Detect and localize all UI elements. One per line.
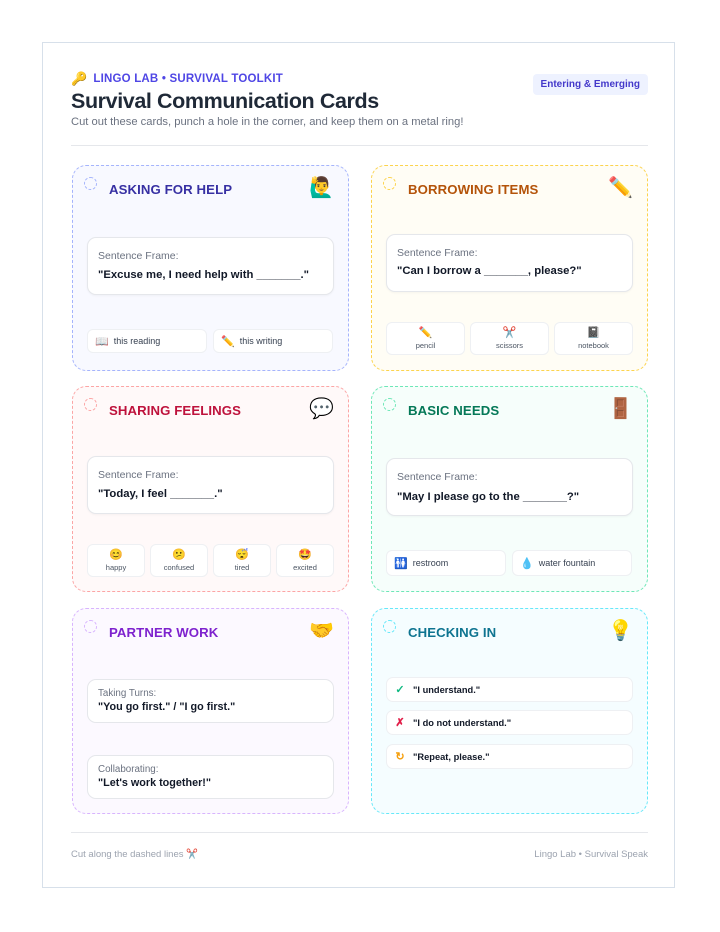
chip-label: confused: [163, 563, 195, 572]
scissors-icon: ✂️: [502, 327, 517, 339]
key-icon: 🔑: [71, 71, 88, 86]
card-checking-in: [371, 608, 648, 814]
brand-label: LINGO LAB • SURVIVAL TOOLKIT: [93, 73, 283, 85]
chip-notebook: [554, 322, 633, 355]
chip-water-fountain: [512, 550, 632, 576]
check-mark-icon: ✓: [395, 684, 405, 696]
door-icon: 🚪: [608, 398, 633, 420]
chip-label: this writing: [239, 336, 283, 346]
card-title: PARTNER WORK: [109, 625, 219, 640]
card-title: BASIC NEEDS: [408, 403, 500, 418]
sentence-frame: [386, 234, 633, 292]
star-struck-face-icon: 🤩: [298, 549, 312, 561]
punch-hole: [383, 398, 396, 411]
chip-label: pencil: [415, 341, 436, 350]
chip-label: scissors: [495, 341, 524, 350]
speech-bubble-icon: 💬: [309, 398, 334, 420]
card-title: CHECKING IN: [408, 625, 497, 640]
repeat-icon: ↻: [395, 751, 405, 763]
frame-text: "Excuse me, I need help with _______.": [98, 269, 310, 281]
page-subtitle: Cut out these cards, punch a hole in the corner, and keep them on a metal ring!: [71, 116, 464, 128]
phrase-label: Taking Turns:: [98, 688, 157, 699]
cross-mark-icon: ✗: [395, 717, 405, 729]
sleepy-face-icon: 😴: [235, 549, 249, 561]
chip-label: excited: [293, 563, 317, 572]
footer-divider: [71, 832, 648, 833]
frame-label: Sentence Frame:: [397, 247, 478, 259]
check-item-text: "Repeat, please.": [413, 751, 490, 762]
chip-label: water fountain: [538, 558, 596, 568]
chip-label: restroom: [412, 558, 449, 568]
phrase-block-collaborating: [87, 755, 334, 799]
card-partner-work: [72, 608, 349, 814]
check-item-not-understand: [386, 710, 633, 735]
pencil-icon: ✏️: [418, 327, 433, 339]
brand-line: [71, 71, 283, 87]
sentence-frame: [87, 456, 334, 514]
chip-happy: [87, 544, 145, 577]
chip-label: tired: [234, 563, 250, 572]
check-item-repeat: [386, 744, 633, 769]
punch-hole: [383, 177, 396, 190]
punch-hole: [84, 177, 97, 190]
frame-text: "Today, I feel _______.": [98, 488, 223, 500]
chip-excited: [276, 544, 334, 577]
card-asking-for-help: [72, 165, 349, 371]
page-title: Survival Communication Cards: [71, 89, 379, 113]
lightbulb-icon: 💡: [608, 620, 633, 642]
phrase-block-taking-turns: [87, 679, 334, 723]
sentence-frame: [386, 458, 633, 516]
frame-text: "Can I borrow a _______, please?": [397, 265, 582, 277]
chip-confused: [150, 544, 208, 577]
chip-this-writing: [213, 329, 333, 353]
frame-label: Sentence Frame:: [98, 469, 179, 481]
chip-this-reading: [87, 329, 207, 353]
frame-label: Sentence Frame:: [397, 471, 478, 483]
smiling-face-icon: 😊: [109, 549, 123, 561]
chip-label: notebook: [578, 341, 609, 350]
header-divider: [71, 145, 648, 146]
card-basic-needs: [371, 386, 648, 592]
check-item-understand: [386, 677, 633, 702]
chip-scissors: [470, 322, 549, 355]
check-item-text: "I understand.": [413, 684, 481, 695]
chip-label: happy: [105, 563, 127, 572]
raising-hand-icon: 🙋‍♂️: [309, 177, 334, 199]
chip-tired: [213, 544, 271, 577]
handshake-icon: 🤝: [309, 620, 334, 642]
card-title: BORROWING ITEMS: [408, 182, 539, 197]
phrase-text: "Let's work together!": [98, 777, 211, 789]
chip-pencil: [386, 322, 465, 355]
chip-label: this reading: [113, 336, 161, 346]
notebook-icon: 📓: [586, 327, 601, 339]
punch-hole: [84, 398, 97, 411]
phrase-text: "You go first." / "I go first.": [98, 701, 236, 713]
worksheet-page: [42, 42, 675, 888]
card-title: SHARING FEELINGS: [109, 403, 242, 418]
book-icon: 📖: [95, 335, 109, 348]
frame-text: "May I please go to the _______?": [397, 491, 580, 503]
sentence-frame: [87, 237, 334, 295]
check-item-text: "I do not understand.": [413, 717, 512, 728]
card-sharing-feelings: [72, 386, 349, 592]
level-badge: Entering & Emerging: [533, 74, 648, 95]
frame-label: Sentence Frame:: [98, 250, 179, 262]
chip-restroom: [386, 550, 506, 576]
phrase-label: Collaborating:: [98, 764, 159, 775]
card-borrowing-items: [371, 165, 648, 371]
pencil-icon: ✏️: [221, 335, 235, 348]
card-title: ASKING FOR HELP: [109, 182, 233, 197]
restroom-icon: 🚻: [394, 557, 408, 570]
footer-cut-note: Cut along the dashed lines ✂️: [71, 849, 198, 860]
footer-brand: Lingo Lab • Survival Speak: [534, 849, 648, 860]
water-drop-icon: 💧: [520, 557, 534, 570]
pencil-icon: ✏️: [608, 177, 633, 199]
punch-hole: [84, 620, 97, 633]
punch-hole: [383, 620, 396, 633]
confused-face-icon: 😕: [172, 549, 186, 561]
